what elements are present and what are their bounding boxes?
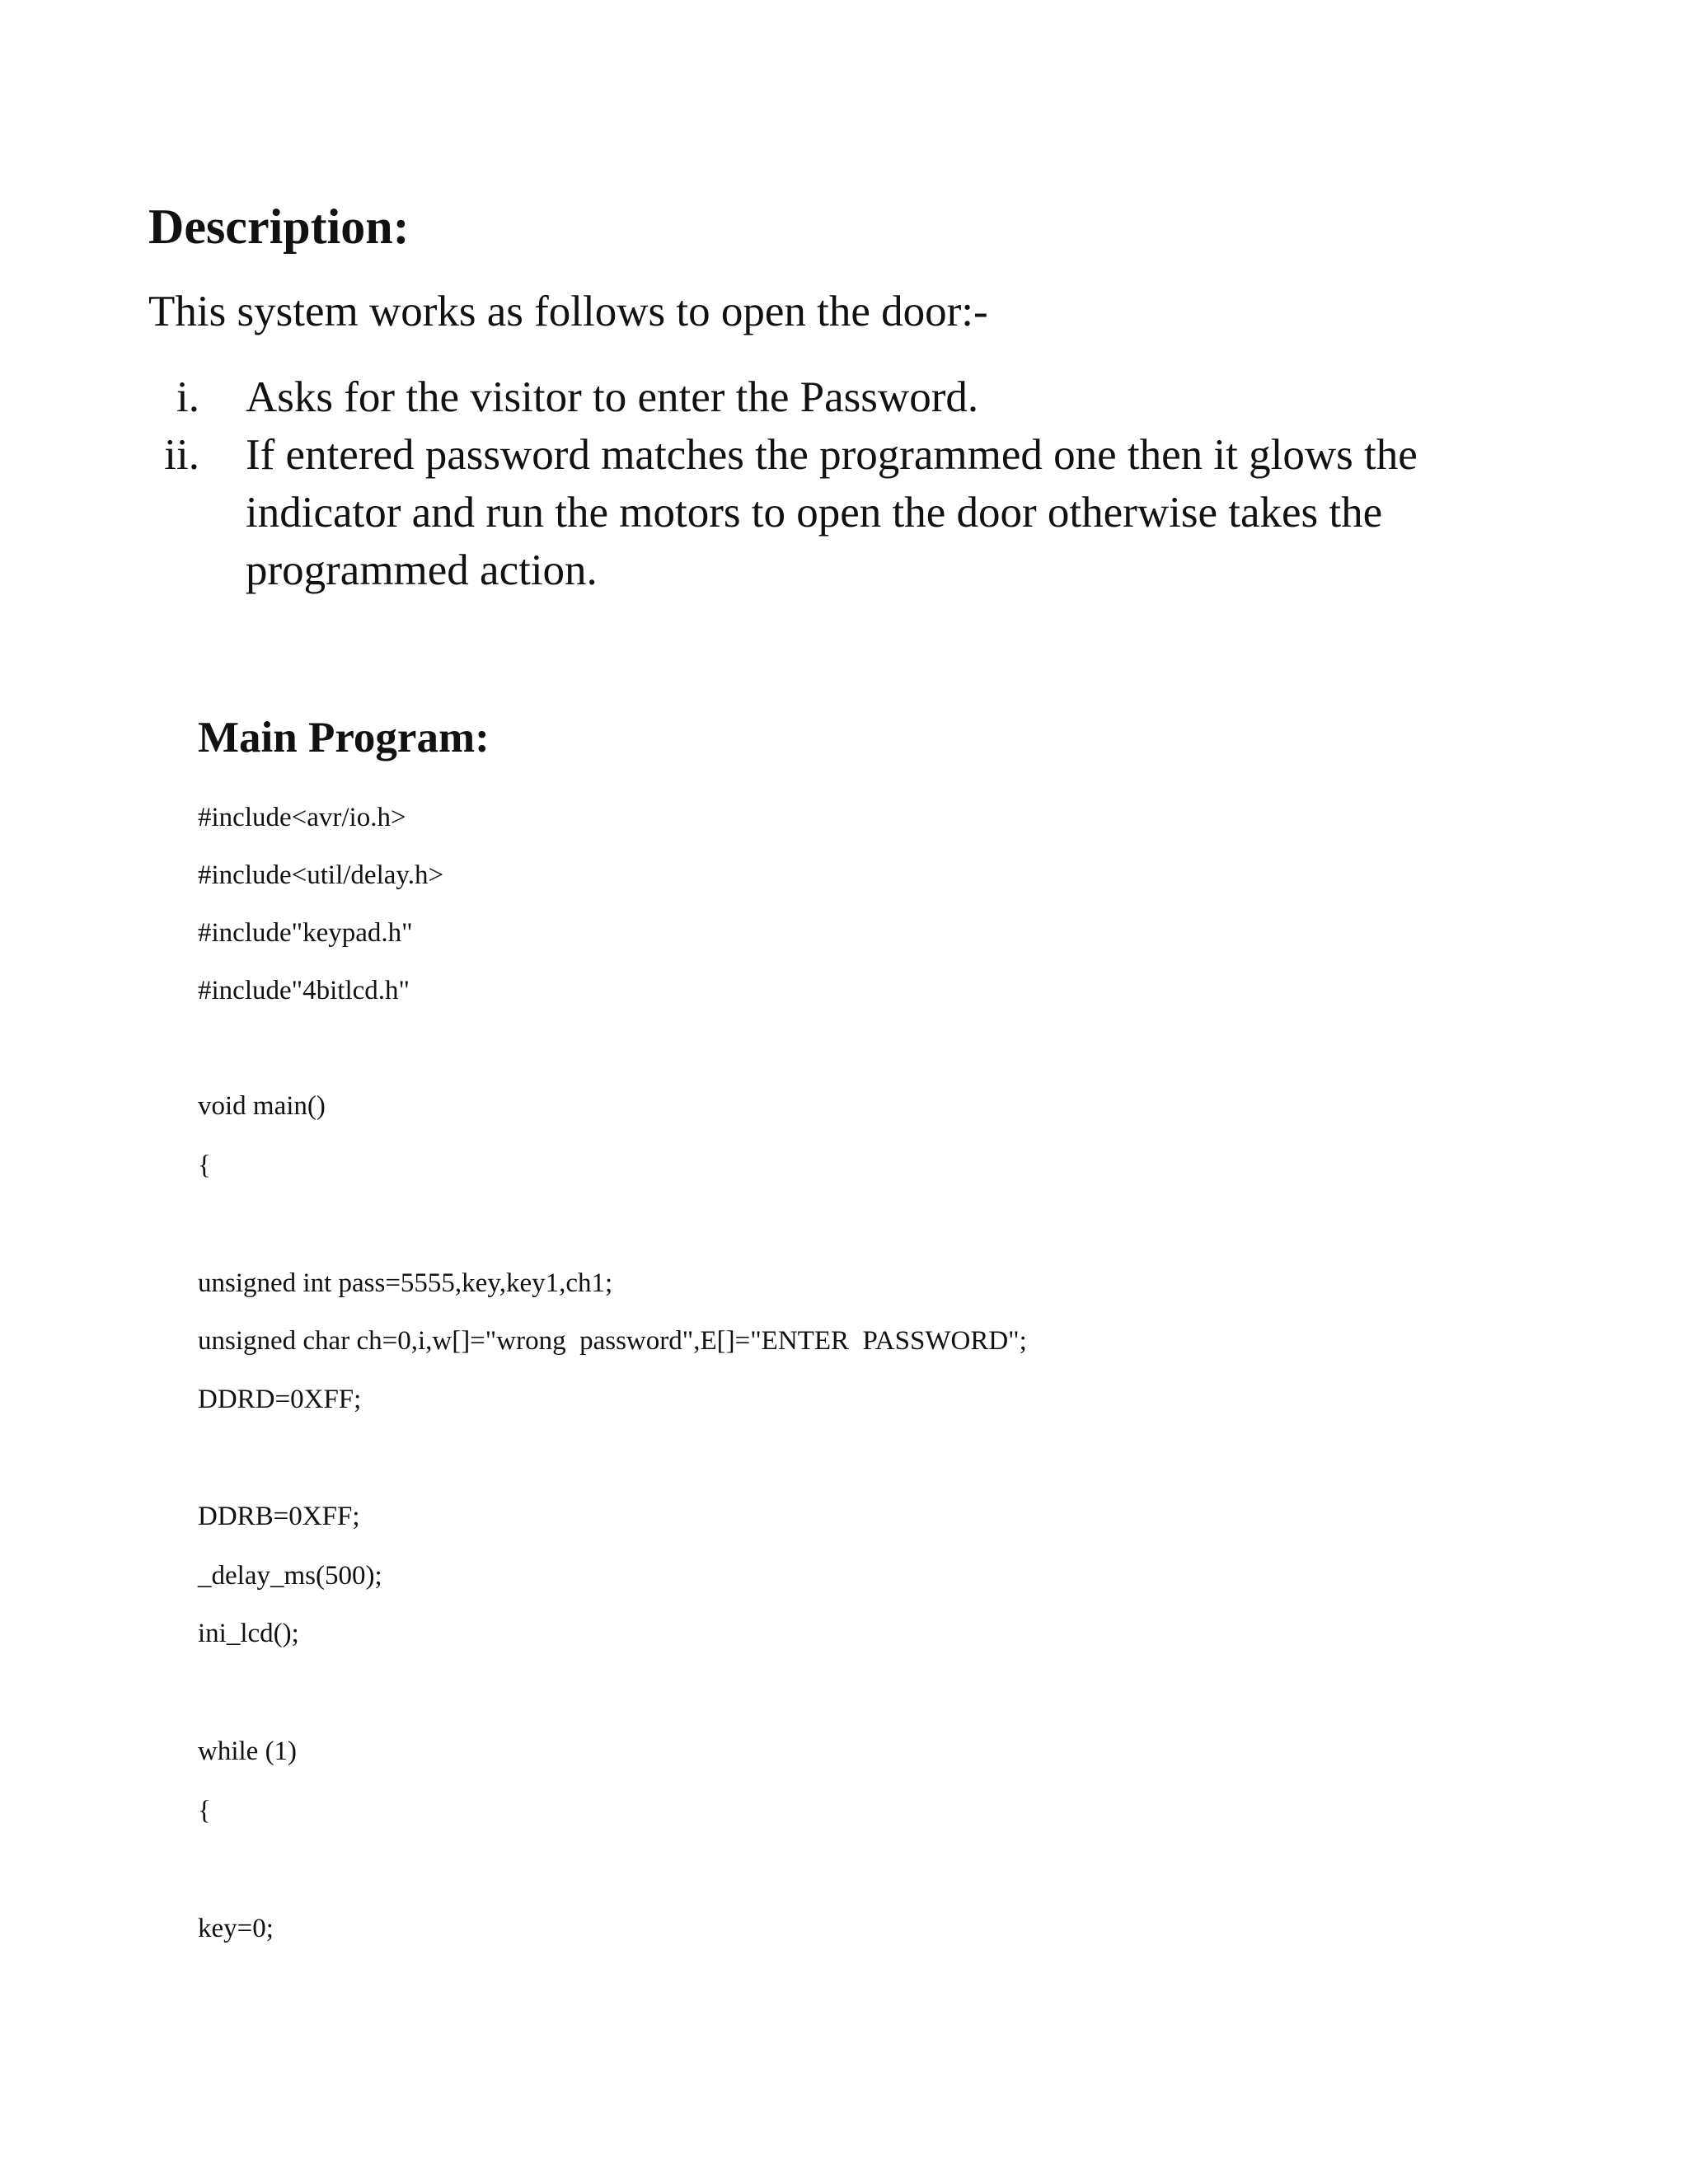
step-text: If entered password matches the programmed one then it glows the indicator and run the motors to open the door otherwise takes the programmed action. [246,431,1418,594]
code-line: DDRB=0XFF; [198,1502,360,1531]
section-heading: Description: [148,199,410,254]
intro-paragraph: This system works as follows to open the door:- [148,288,988,335]
code-line: #include"keypad.h" [198,918,413,948]
code-line: unsigned int pass=5555,key,key1,ch1; [198,1268,613,1298]
step-text: Asks for the visitor to enter the Password. [246,373,979,421]
step-item [148,368,1434,426]
code-line: #include<util/delay.h> [198,860,444,890]
code-line: while (1) [198,1736,298,1766]
code-line: key=0; [198,1914,274,1943]
steps-list [148,368,1434,599]
code-line: _delay_ms(500); [198,1561,382,1591]
code-line: #include"4bitlcd.h" [198,976,410,1005]
program-title: Main Program: [198,714,490,762]
code-line: DDRD=0XFF; [198,1385,362,1414]
step-number: ii. [164,431,199,479]
code-line: void main() [198,1091,326,1121]
code-line: { [198,1796,211,1825]
step-number: i. [176,373,199,421]
step-item [148,426,1434,599]
code-line: ini_lcd(); [198,1619,299,1648]
code-line: unsigned char ch=0,i,w[]="wrong password",E[]="ENTER PASSWORD"; [198,1326,1027,1356]
code-line: #include<avr/io.h> [198,803,406,832]
code-line: { [198,1151,211,1180]
